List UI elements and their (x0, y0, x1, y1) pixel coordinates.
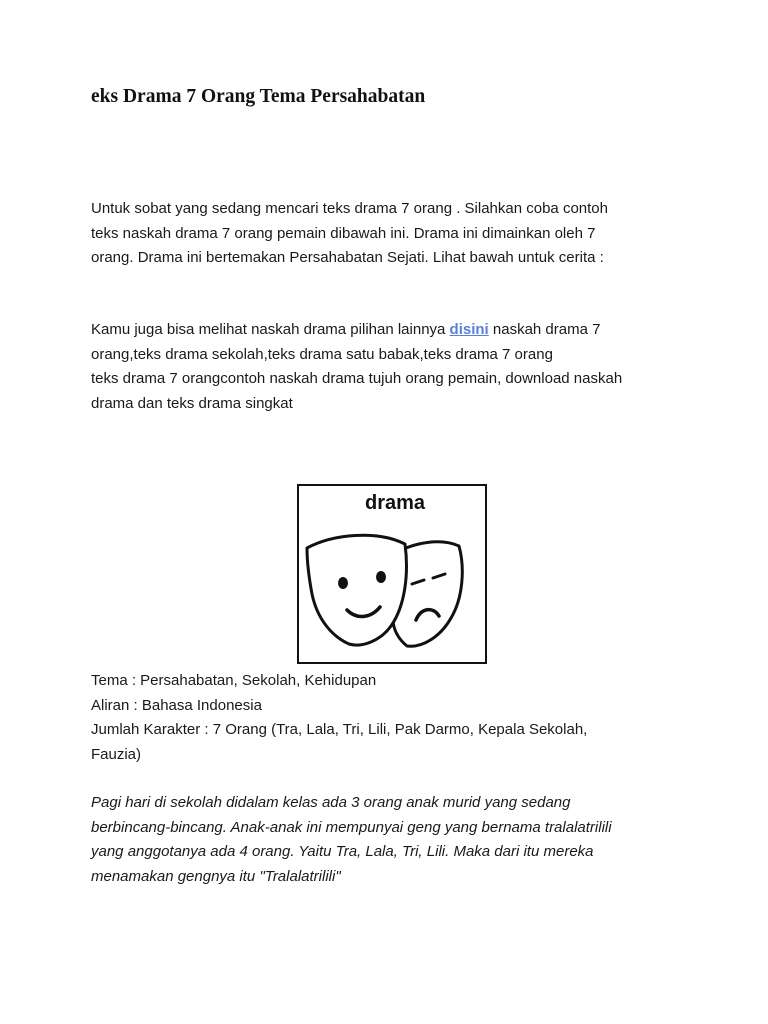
intro-line: teks naskah drama 7 orang pemain dibawah ini. Drama ini dimainkan oleh 7 (91, 224, 596, 242)
comedy-eye-right (376, 571, 386, 583)
page-title: eks Drama 7 Orang Tema Persahabatan (91, 86, 426, 107)
drama-label: drama (364, 492, 426, 514)
drama-masks-image (297, 484, 487, 664)
intro-paragraph (91, 197, 711, 271)
info-line-aliran: Aliran : Bahasa Indonesia (91, 696, 262, 714)
comedy-tragedy-masks-icon (299, 486, 485, 662)
related-line: drama dan teks drama singkat (91, 394, 293, 412)
comedy-eye-left (338, 577, 348, 589)
related-line: teks drama 7 orangcontoh naskah drama tujuh orang pemain, download naskah (91, 370, 623, 387)
comedy-mask (307, 535, 406, 645)
intro-line: Untuk sobat yang sedang mencari teks drama 7 orang . Silahkan coba contoh (91, 200, 608, 217)
story-line: Pagi hari di sekolah didalam kelas ada 3 orang anak murid yang sedang (91, 794, 571, 811)
story-paragraph (91, 791, 711, 889)
info-line-tema: Tema : Persahabatan, Sekolah, Kehidupan (91, 672, 377, 689)
story-line: yang anggotanya ada 4 orang. Yaitu Tra, Lala, Tri, Lili. Maka dari itu mereka (91, 843, 594, 860)
intro-line: orang. Drama ini bertemakan Persahabatan Sejati. Lihat bawah untuk cerita : (91, 249, 604, 266)
related-line (91, 318, 711, 343)
related-text: naskah drama 7 (488, 321, 601, 338)
disini-link[interactable]: disini (449, 321, 489, 338)
related-text: Kamu juga bisa melihat naskah drama pilihan lainnya (91, 321, 450, 338)
info-line-karakter: Jumlah Karakter : 7 Orang (Tra, Lala, Tri, Lili, Pak Darmo, Kepala Sekolah, (91, 721, 588, 738)
related-links-paragraph (91, 318, 711, 416)
story-line: menamakan gengnya itu "Tralalatrilili" (91, 867, 341, 885)
info-line-karakter-cont: Fauzia) (91, 745, 142, 763)
related-line: orang,teks drama sekolah,teks drama satu babak,teks drama 7 orang (91, 345, 553, 363)
story-line: berbincang-bincang. Anak-anak ini mempunyai geng yang bernama tralalatrilili (91, 818, 612, 836)
drama-info-paragraph (91, 669, 711, 767)
